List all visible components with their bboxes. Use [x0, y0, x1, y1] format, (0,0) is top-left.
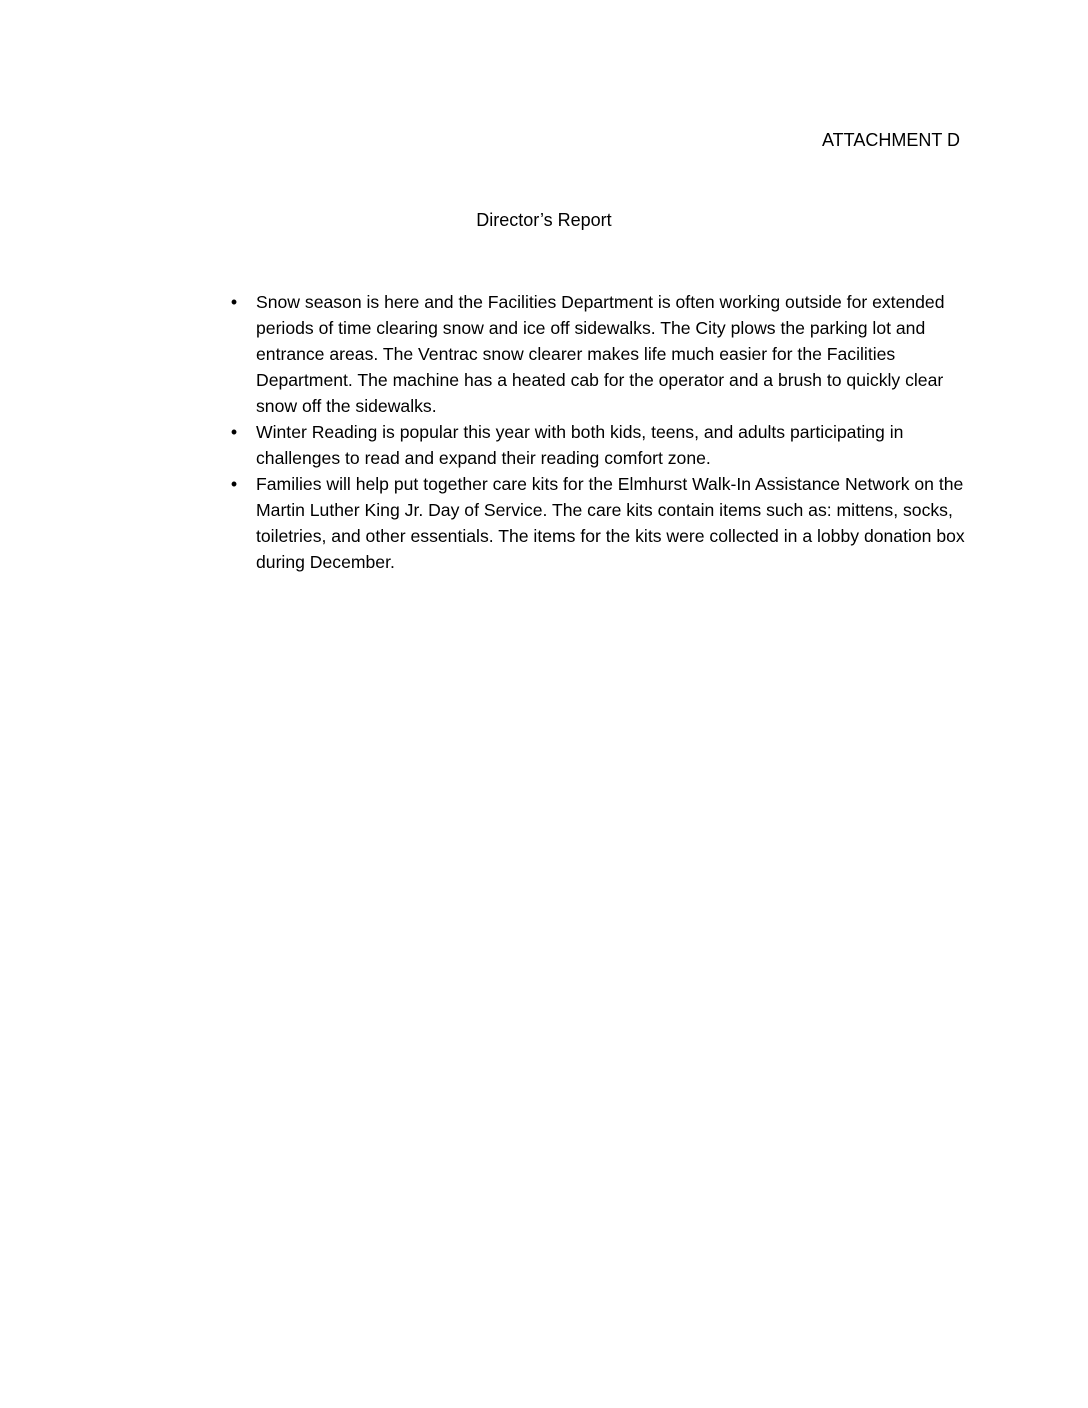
- list-item-text: Families will help put together care kits for the Elmhurst Walk-In Assistance Network on the Martin Luther King Jr. Day of Service. The care kits contain items such as: mittens, socks, toiletries, and other essentials. The items for the kits were collected in a lobby donation box during December.: [256, 474, 965, 572]
- list-item-text: Snow season is here and the Facilities Department is often working outside for extended periods of time clearing snow and ice off sidewalks. The City plows the parking lot and entrance areas. The Ventrac snow clearer makes life much easier for the Facilities Department. The machine has a heated cab for the operator and a brush to quickly clear snow off the sidewalks.: [256, 292, 945, 416]
- report-bullet-list: [230, 289, 968, 575]
- bullet-icon: •: [230, 292, 238, 312]
- bullet-icon: •: [230, 474, 238, 494]
- list-item: [230, 419, 968, 471]
- list-item: [230, 289, 968, 419]
- attachment-label: ATTACHMENT D: [822, 130, 960, 150]
- page-title: Director’s Report: [476, 210, 612, 230]
- list-item-text: Winter Reading is popular this year with both kids, teens, and adults participating in challenges to read and expand their reading comfort zone.: [256, 422, 904, 468]
- bullet-icon: •: [230, 422, 238, 442]
- list-item: [230, 471, 968, 575]
